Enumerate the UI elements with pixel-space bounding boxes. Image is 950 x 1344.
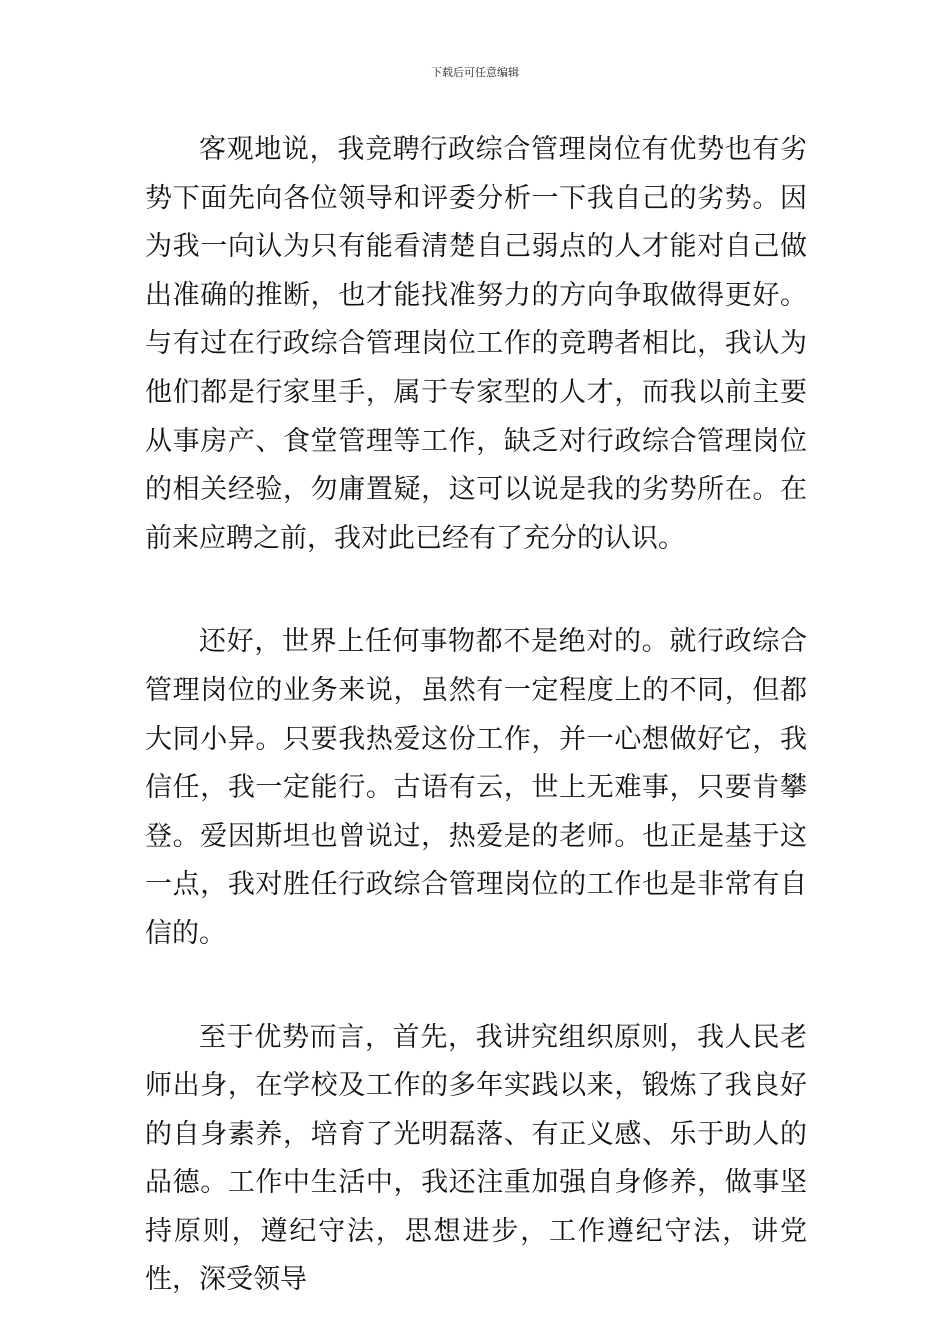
document-body [145,126,807,1305]
paragraph-2: 还好，世界上任何事物都不是绝对的。就行政综合管理岗位的业务来说，虽然有一定程度上的不同，但都大同小异。只要我热爱这份工作，并一心想做好它，我信任，我一定能行。古语有云，世上无难事，只要肯攀登。爱因斯坦也曾说过，热爱是的老师。也正是基于这一点，我对胜任行政综合管理岗位的工作也是非常有自信的。 [145,626,807,949]
paragraph-3: 至于优势而言，首先，我讲究组织原则，我人民老师出身，在学校及工作的多年实践以来，锻炼了我良好的自身素养，培育了光明磊落、有正义感、乐于助人的品德。工作中生活中，我还注重加强自身修养，做事坚持原则，遵纪守法，思想进步，工作遵纪守法，讲党性，深受领导 [145,1021,807,1296]
header-note: 下载后可任意编辑 [431,66,519,79]
paragraph-1: 客观地说，我竞聘行政综合管理岗位有优势也有劣势下面先向各位领导和评委分析一下我自己的劣势。因为我一向认为只有能看清楚自己弱点的人才能对自己做出准确的推断，也才能找准努力的方向争取做得更好。与有过在行政综合管理岗位工作的竞聘者相比，我认为他们都是行家里手，属于专家型的人才，而我以前主要从事房产、食堂管理等工作，缺乏对行政综合管理岗位的相关经验，勿庸置疑，这可以说是我的劣势所在。在前来应聘之前，我对此已经有了充分的认识。 [145,134,807,554]
paragraph-spacer [145,959,807,1014]
paragraph-spacer [145,563,807,618]
